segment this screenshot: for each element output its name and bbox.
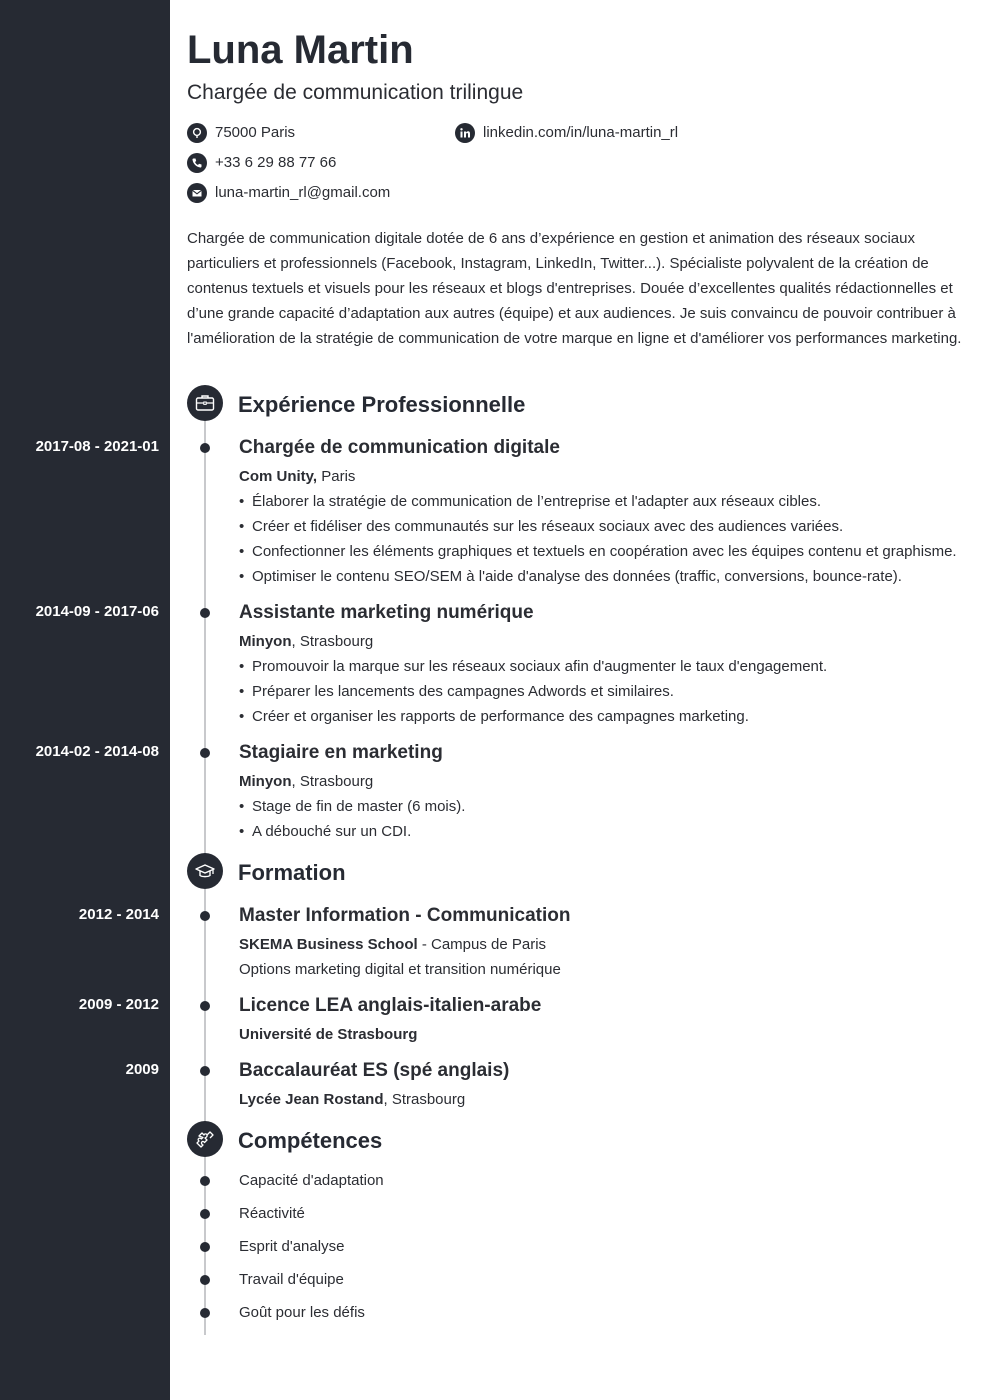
briefcase-icon [187,385,223,421]
education-school [239,1090,465,1110]
school-name: Lycée Jean Rostand [239,1091,384,1108]
company-name: Com Unity, [239,468,318,485]
education-school [239,935,546,955]
timeline-dot [200,608,210,618]
contact-linkedin[interactable] [455,123,678,143]
experience-heading: Expérience Professionnelle [238,392,526,417]
experience-title: Stagiaire en marketing [239,742,443,763]
location-text: 75000 Paris [215,124,296,141]
list-item: • A débouché sur un CDI. [239,819,465,844]
contact-email[interactable] [187,183,390,203]
phone-icon [187,153,207,173]
company-location: Paris [317,468,356,485]
linkedin-icon [455,123,475,143]
school-name: Université de Strasbourg [239,1026,418,1043]
experience-bullets [239,794,465,844]
education-date: 2012 - 2014 [78,906,159,923]
job-title: Chargée de communication trilingue [187,81,524,104]
timeline-dot [200,1275,210,1285]
education-date: 2009 - 2012 [78,996,159,1013]
education-date: 2009 [125,1061,159,1078]
timeline-dot [200,911,210,921]
skill-item: Travail d'équipe [239,1271,344,1288]
timeline-dot [200,1242,210,1252]
company-location: , Strasbourg [291,773,374,790]
experience-date: 2014-09 - 2017-06 [35,603,159,620]
experience-company [239,632,373,652]
company-name: Minyon [239,773,292,790]
candidate-name: Luna Martin [187,28,414,72]
list-item: • Optimiser le contenu SEO/SEM à l'aide d'analyse des données (traffic, conversions, bounce-rate). [239,564,957,589]
experience-date: 2014-02 - 2014-08 [35,743,159,760]
list-item: • Confectionner les éléments graphiques et textuels en coopération avec les équipes contenu et graphisme. [239,539,957,564]
skill-item: Réactivité [239,1205,305,1222]
list-item: • Promouvoir la marque sur les réseaux sociaux afin d'augmenter le taux d'engagement. [239,654,827,679]
experience-title: Assistante marketing numérique [239,602,534,623]
timeline-dot [200,1308,210,1318]
contact-phone [187,153,336,173]
company-location: , Strasbourg [291,633,374,650]
list-item: • Créer et organiser les rapports de performance des campagnes marketing. [239,704,827,729]
email-link[interactable]: luna-martin_rl@gmail.com [215,184,391,201]
experience-bullets [239,489,957,589]
timeline-dot [200,748,210,758]
graduation-cap-icon [187,853,223,889]
degree-title: Master Information - Communication [239,905,571,926]
timeline-dot [200,1001,210,1011]
linkedin-link[interactable]: linkedin.com/in/luna-martin_rl [483,124,679,141]
list-item: • Préparer les lancements des campagnes Adwords et similaires. [239,679,827,704]
skill-item: Capacité d'adaptation [239,1172,384,1189]
company-name: Minyon [239,633,292,650]
timeline-dot [200,1209,210,1219]
contact-location [187,123,295,143]
timeline-dot [200,1066,210,1076]
school-location: - Campus de Paris [417,936,547,953]
timeline-dot [200,1176,210,1186]
sidebar [0,0,170,1400]
experience-date: 2017-08 - 2021-01 [35,438,159,455]
phone-text: +33 6 29 88 77 66 [215,154,337,171]
list-item: • Élaborer la stratégie de communication de l’entreprise et l'adapter aux réseaux cibles. [239,489,957,514]
list-item: • Créer et fidéliser des communautés sur les réseaux sociaux avec des audiences variées. [239,514,957,539]
education-school [239,1025,417,1045]
experience-bullets [239,654,827,729]
profile-summary: Chargée de communication digitale dotée de 6 ans d’expérience en gestion et animation des réseaux sociaux particuliers et professionnels (Facebook, Instagram, LinkedIn, Twitter...). Spécialiste polyvalent de la création de contenus textuels et visuels pour les réseaux et blogs d'entreprises. Douée d’excellentes qualités rédactionnelles et d’une grande capacité d’adaptation aux autres (équipe) et aux audiences. Je suis convaincu de pouvoir contribuer à l'amélioration de la stratégie de communication de votre marque en ligne et d'améliorer vos performances marketing. [187,230,962,347]
experience-title: Chargée de communication digitale [239,437,560,458]
experience-timeline [204,421,206,855]
education-note: Options marketing digital et transition numérique [239,961,561,978]
location-pin-icon [187,123,207,143]
experience-company [239,772,373,792]
degree-title: Baccalauréat ES (spé anglais) [239,1060,510,1081]
school-location: , Strasbourg [383,1091,466,1108]
envelope-icon [187,183,207,203]
timeline-dot [200,443,210,453]
education-heading: Formation [238,860,346,885]
degree-title: Licence LEA anglais-italien-arabe [239,995,542,1016]
skill-item: Esprit d'analyse [239,1238,345,1255]
skills-heading: Compétences [238,1128,383,1153]
puzzle-piece-icon [187,1121,223,1157]
skill-item: Goût pour les défis [239,1304,365,1321]
school-name: SKEMA Business School [239,936,418,953]
experience-company [239,467,355,487]
list-item: • Stage de fin de master (6 mois). [239,794,465,819]
